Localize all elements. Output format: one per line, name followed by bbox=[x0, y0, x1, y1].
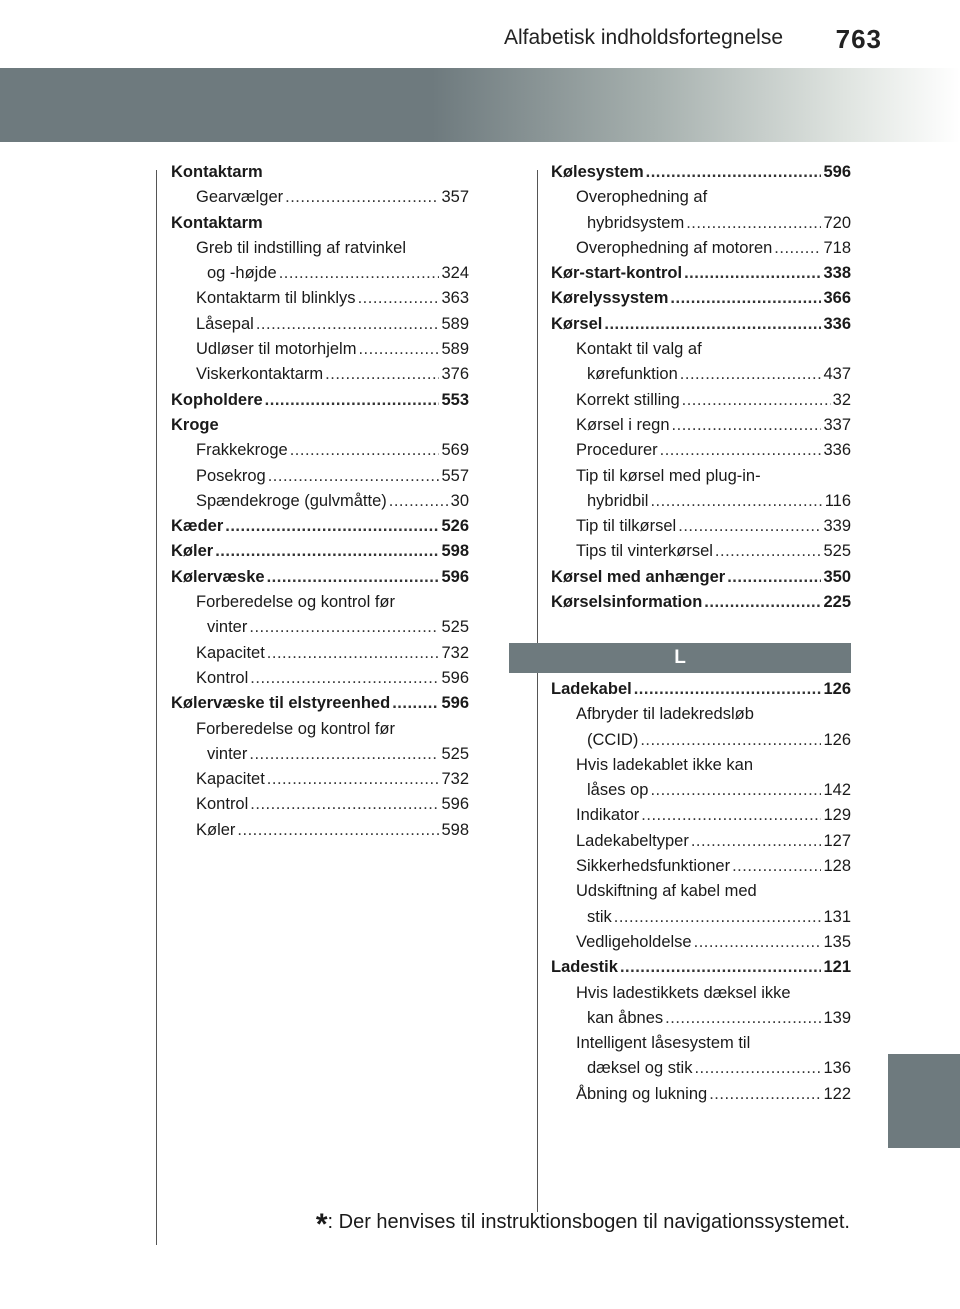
index-entry bbox=[551, 514, 851, 539]
dot-leader bbox=[774, 236, 821, 261]
dot-leader bbox=[650, 778, 821, 803]
index-entry bbox=[551, 829, 851, 854]
index-entry-page: 720 bbox=[823, 213, 851, 232]
index-entry-page: 30 bbox=[450, 491, 469, 510]
index-entry bbox=[171, 691, 469, 716]
index-entry-page: 732 bbox=[441, 770, 469, 789]
dot-leader bbox=[250, 666, 439, 691]
index-entry bbox=[171, 565, 469, 590]
index-entry-page: 32 bbox=[832, 390, 851, 409]
index-entry-page: 589 bbox=[441, 340, 469, 359]
dot-leader bbox=[614, 905, 822, 930]
index-entry-page: 336 bbox=[823, 441, 851, 460]
index-entry-text: Vedligeholdelse bbox=[576, 932, 692, 951]
index-entry-text: Greb til indstilling af ratvinkel bbox=[196, 238, 407, 257]
index-entry-text: Udskiftning af kabel med bbox=[576, 882, 757, 901]
index-entry bbox=[551, 160, 851, 185]
index-entry-page: 525 bbox=[441, 744, 469, 763]
index-entry bbox=[171, 514, 469, 539]
dot-leader bbox=[267, 767, 440, 792]
index-entry bbox=[171, 717, 469, 742]
dot-leader bbox=[325, 362, 439, 387]
index-entry-text: og -højde bbox=[207, 264, 277, 283]
index-column-left bbox=[171, 160, 469, 843]
dot-leader bbox=[670, 286, 821, 311]
index-entry bbox=[551, 286, 851, 311]
index-entry-page: 338 bbox=[823, 264, 851, 283]
index-entry-text: Kørselsinformation bbox=[551, 593, 703, 612]
index-entry-page: 525 bbox=[441, 618, 469, 637]
index-entry-page: 122 bbox=[823, 1084, 851, 1103]
index-entry bbox=[551, 438, 851, 463]
dot-leader bbox=[268, 464, 440, 489]
dot-leader bbox=[250, 792, 439, 817]
index-entry-page: 350 bbox=[823, 567, 851, 586]
index-column-right-top bbox=[551, 160, 851, 615]
index-entry-page: 376 bbox=[441, 365, 469, 384]
dot-leader bbox=[290, 438, 440, 463]
index-entry bbox=[551, 413, 851, 438]
dot-leader bbox=[672, 413, 822, 438]
index-entry-page: 121 bbox=[823, 958, 851, 977]
index-entry-text: Kørsel bbox=[551, 314, 603, 333]
index-entry bbox=[551, 388, 851, 413]
dot-leader bbox=[237, 818, 439, 843]
index-entry bbox=[171, 489, 469, 514]
index-entry bbox=[171, 413, 469, 438]
index-entry bbox=[171, 464, 469, 489]
dot-leader bbox=[634, 677, 822, 702]
index-entry bbox=[551, 1082, 851, 1107]
index-entry bbox=[171, 818, 469, 843]
index-entry-text: Tip til kørsel med plug-in- bbox=[576, 466, 761, 485]
index-entry bbox=[171, 312, 469, 337]
dot-leader bbox=[715, 539, 822, 564]
dot-leader bbox=[267, 641, 440, 666]
index-entry bbox=[551, 590, 851, 615]
index-entry-page: 598 bbox=[441, 820, 469, 839]
index-entry bbox=[551, 362, 851, 387]
index-entry-text: Sikkerhedsfunktioner bbox=[576, 857, 731, 876]
index-entry bbox=[171, 388, 469, 413]
index-entry-text: Ladestik bbox=[551, 958, 618, 977]
dot-leader bbox=[392, 691, 439, 716]
index-entry-text: stik bbox=[587, 907, 612, 926]
index-entry-text: Hvis ladekablet ikke kan bbox=[576, 755, 754, 774]
index-entry-text: Kølervæske bbox=[171, 567, 265, 586]
index-entry bbox=[171, 742, 469, 767]
index-entry-text: Intelligent låsesystem til bbox=[576, 1034, 751, 1053]
index-entry-page: 437 bbox=[823, 365, 851, 384]
index-entry bbox=[551, 981, 851, 1006]
index-entry bbox=[171, 792, 469, 817]
index-entry-page: 139 bbox=[823, 1008, 851, 1027]
index-entry-text: Kontaktarm bbox=[171, 213, 263, 232]
chapter-side-tab bbox=[888, 1054, 960, 1148]
index-entry-page: 526 bbox=[441, 517, 469, 536]
index-entry-text: Kontrol bbox=[196, 795, 249, 814]
index-entry-text: vinter bbox=[207, 618, 248, 637]
dot-leader bbox=[691, 829, 822, 854]
index-entry-page: 129 bbox=[823, 806, 851, 825]
dot-leader bbox=[732, 854, 821, 879]
dot-leader bbox=[640, 728, 821, 753]
index-entry bbox=[551, 337, 851, 362]
index-entry-text: Forberedelse og kontrol før bbox=[196, 593, 396, 612]
index-entry-text: Kopholdere bbox=[171, 390, 263, 409]
index-entry-text: Kontakt til valg af bbox=[576, 340, 702, 359]
index-entry bbox=[171, 286, 469, 311]
index-entry-page: 569 bbox=[441, 441, 469, 460]
index-entry-text: Ladekabeltyper bbox=[576, 831, 689, 850]
index-entry bbox=[551, 1006, 851, 1031]
dot-leader bbox=[620, 955, 822, 980]
dot-leader bbox=[265, 388, 440, 413]
dot-leader bbox=[225, 514, 439, 539]
index-entry-text: Kæder bbox=[171, 517, 224, 536]
dot-leader bbox=[650, 489, 822, 514]
index-entry bbox=[171, 337, 469, 362]
index-entry-page: 525 bbox=[823, 542, 851, 561]
index-entry-page: 357 bbox=[441, 188, 469, 207]
index-entry-text: Køler bbox=[196, 820, 236, 839]
dot-leader bbox=[285, 185, 439, 210]
index-entry bbox=[551, 565, 851, 590]
index-entry bbox=[171, 590, 469, 615]
index-entry bbox=[551, 211, 851, 236]
index-entry-page: 732 bbox=[441, 643, 469, 662]
index-entry bbox=[171, 236, 469, 261]
dot-leader bbox=[694, 1056, 821, 1081]
dot-leader bbox=[678, 514, 821, 539]
dot-leader bbox=[704, 590, 821, 615]
index-entry-text: hybridbil bbox=[587, 491, 649, 510]
index-entry bbox=[551, 261, 851, 286]
index-entry bbox=[551, 489, 851, 514]
dot-leader bbox=[358, 286, 440, 311]
index-entry-page: 553 bbox=[441, 390, 469, 409]
section-letter-bar: L bbox=[509, 643, 851, 673]
index-entry-text: Kontrol bbox=[196, 668, 249, 687]
index-entry-page: 596 bbox=[441, 567, 469, 586]
index-entry-page: 363 bbox=[441, 289, 469, 308]
index-entry bbox=[171, 261, 469, 286]
index-entry-page: 598 bbox=[441, 542, 469, 561]
dot-leader bbox=[680, 362, 822, 387]
index-entry-text: Kontaktarm til blinklys bbox=[196, 289, 356, 308]
index-entry bbox=[171, 641, 469, 666]
index-entry-text: Kørsel med anhænger bbox=[551, 567, 726, 586]
index-entry-text: Spændekroge (gulvmåtte) bbox=[196, 491, 387, 510]
index-entry-text: Køler bbox=[171, 542, 214, 561]
index-entry-text: Kølesystem bbox=[551, 163, 644, 181]
index-entry-page: 596 bbox=[823, 163, 851, 181]
index-entry-text: Gearvælger bbox=[196, 188, 284, 207]
index-entry bbox=[171, 615, 469, 640]
index-entry bbox=[171, 666, 469, 691]
index-entry bbox=[551, 236, 851, 261]
dot-leader bbox=[646, 160, 822, 185]
index-entry bbox=[171, 438, 469, 463]
index-entry bbox=[551, 677, 851, 702]
index-entry-text: Posekrog bbox=[196, 466, 266, 485]
dot-leader bbox=[660, 438, 822, 463]
dot-leader bbox=[604, 312, 821, 337]
index-entry-text: Kølervæske til elstyreenhed bbox=[171, 694, 391, 713]
index-entry-text: Overophedning af motoren bbox=[576, 238, 773, 257]
index-entry-text: Kontaktarm bbox=[171, 163, 263, 181]
index-entry-text: kørefunktion bbox=[587, 365, 678, 384]
dot-leader bbox=[709, 1082, 821, 1107]
footnote-text: : Der henvises til instruktionsbogen til navigationssystemet. bbox=[327, 1211, 850, 1233]
index-entry-text: hybridsystem bbox=[587, 213, 685, 232]
index-entry-text: Forberedelse og kontrol før bbox=[196, 719, 396, 738]
index-entry-text: Kørsel i regn bbox=[576, 415, 670, 434]
index-entry bbox=[171, 539, 469, 564]
page-header-title: Alfabetisk indholdsfortegnelse bbox=[503, 26, 783, 49]
index-entry-text: kan åbnes bbox=[587, 1008, 664, 1027]
index-entry-page: 718 bbox=[823, 238, 851, 257]
index-entry-page: 142 bbox=[823, 781, 851, 800]
index-entry-text: Låsepal bbox=[196, 314, 254, 333]
column-divider bbox=[537, 170, 538, 1212]
index-entry bbox=[551, 854, 851, 879]
index-entry bbox=[551, 185, 851, 210]
index-entry-page: 589 bbox=[441, 314, 469, 333]
dot-leader bbox=[267, 565, 440, 590]
dot-leader bbox=[694, 930, 822, 955]
index-entry-page: 126 bbox=[823, 680, 851, 698]
index-entry-text: låses op bbox=[587, 781, 649, 800]
dot-leader bbox=[665, 1006, 821, 1031]
dot-leader bbox=[686, 211, 821, 236]
index-entry-text: Udløser til motorhjelm bbox=[196, 340, 357, 359]
index-entry bbox=[551, 312, 851, 337]
index-entry-text: Åbning og lukning bbox=[576, 1084, 708, 1103]
dot-leader bbox=[358, 337, 439, 362]
index-entry-page: 116 bbox=[824, 491, 851, 510]
index-entry bbox=[551, 930, 851, 955]
index-entry bbox=[551, 702, 851, 727]
index-entry-page: 339 bbox=[823, 517, 851, 536]
index-entry-text: Kør-start-kontrol bbox=[551, 264, 683, 283]
index-entry-text: (CCID) bbox=[587, 730, 639, 749]
dot-leader bbox=[256, 312, 440, 337]
index-entry-page: 136 bbox=[823, 1059, 851, 1078]
index-entry-page: 596 bbox=[441, 795, 469, 814]
index-entry bbox=[551, 753, 851, 778]
index-entry-page: 366 bbox=[823, 289, 851, 308]
footnote bbox=[316, 1208, 850, 1242]
index-entry-page: 337 bbox=[823, 415, 851, 434]
dot-leader bbox=[684, 261, 821, 286]
index-entry-page: 128 bbox=[823, 857, 851, 876]
dot-leader bbox=[215, 539, 439, 564]
index-entry-text: vinter bbox=[207, 744, 248, 763]
index-entry bbox=[551, 879, 851, 904]
index-entry-text: Tips til vinterkørsel bbox=[576, 542, 713, 561]
index-entry bbox=[551, 905, 851, 930]
dot-leader bbox=[279, 261, 440, 286]
dot-leader bbox=[249, 615, 439, 640]
index-entry bbox=[551, 1056, 851, 1081]
index-entry bbox=[171, 185, 469, 210]
index-entry-text: Kroge bbox=[171, 415, 219, 434]
index-entry-text: Afbryder til ladekredsløb bbox=[576, 705, 754, 724]
index-entry bbox=[551, 728, 851, 753]
left-margin-rule bbox=[156, 170, 157, 1245]
index-entry-text: Ladekabel bbox=[551, 680, 632, 698]
index-entry-text: Overophedning af bbox=[576, 188, 708, 207]
index-entry-text: Indikator bbox=[576, 806, 640, 825]
dot-leader bbox=[682, 388, 831, 413]
index-entry-page: 131 bbox=[823, 907, 851, 926]
index-entry-page: 324 bbox=[441, 264, 469, 283]
index-entry-page: 596 bbox=[441, 668, 469, 687]
index-entry bbox=[171, 362, 469, 387]
index-entry-text: Kapacitet bbox=[196, 643, 265, 662]
dot-leader bbox=[249, 742, 439, 767]
index-entry-page: 126 bbox=[823, 730, 851, 749]
index-entry-page: 127 bbox=[823, 831, 851, 850]
index-column-right-bottom bbox=[551, 677, 851, 1107]
index-entry bbox=[171, 211, 469, 236]
index-entry-text: Frakkekroge bbox=[196, 441, 288, 460]
index-entry bbox=[551, 1031, 851, 1056]
index-entry-text: Hvis ladestikkets dæksel ikke bbox=[576, 983, 791, 1002]
index-entry bbox=[551, 778, 851, 803]
footnote-star: * bbox=[315, 1208, 328, 1241]
index-entry-page: 135 bbox=[823, 932, 851, 951]
index-entry bbox=[551, 803, 851, 828]
index-entry-text: Kørelyssystem bbox=[551, 289, 669, 308]
index-entry bbox=[551, 539, 851, 564]
dot-leader bbox=[727, 565, 821, 590]
index-entry-text: Viskerkontaktarm bbox=[196, 365, 324, 384]
header-banner bbox=[0, 68, 960, 142]
index-entry-page: 557 bbox=[441, 466, 469, 485]
index-entry bbox=[171, 767, 469, 792]
index-entry-page: 225 bbox=[823, 593, 851, 612]
index-entry bbox=[551, 955, 851, 980]
index-entry-text: Kapacitet bbox=[196, 770, 265, 789]
index-entry-text: Korrekt stilling bbox=[576, 390, 680, 409]
index-entry-page: 596 bbox=[441, 694, 469, 713]
dot-leader bbox=[641, 803, 821, 828]
index-entry bbox=[171, 160, 469, 185]
page-number: 763 bbox=[835, 24, 882, 54]
index-entry-text: dæksel og stik bbox=[587, 1059, 693, 1078]
dot-leader bbox=[389, 489, 449, 514]
index-entry-text: Tip til tilkørsel bbox=[576, 517, 677, 536]
index-entry bbox=[551, 464, 851, 489]
index-entry-text: Procedurer bbox=[576, 441, 658, 460]
index-entry-page: 336 bbox=[823, 314, 851, 333]
